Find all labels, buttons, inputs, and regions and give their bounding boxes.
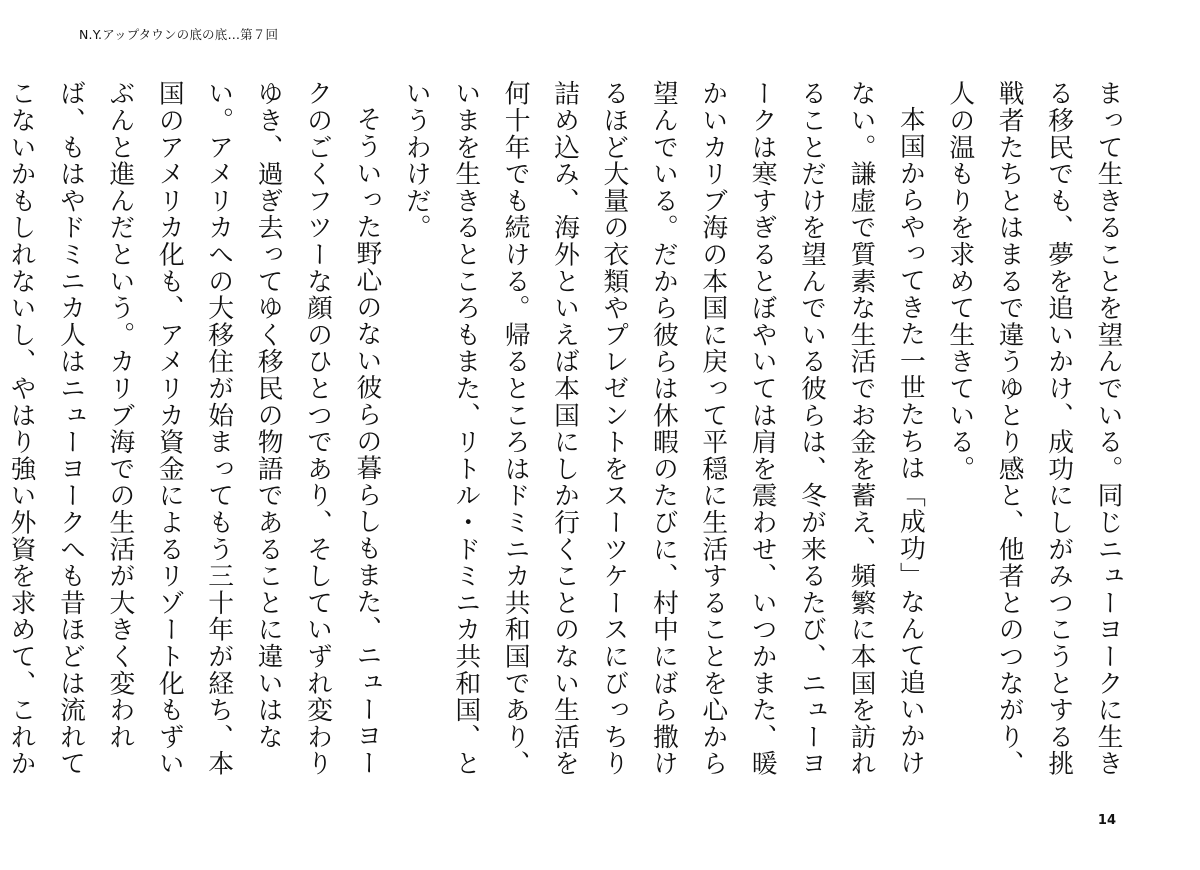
paragraph-continued: まって生きることを望んでいる。同じニューヨークに生きる移民でも、夢を追いかけ、成功にしがみつこうとする挑戦者たちとはまるで違うゆとり感と、他者とのつながり、人の温もりを求めて生きている。 bbox=[944, 80, 1123, 777]
running-header-title: N.Y.アップタウンの底の底…第７回 bbox=[79, 27, 279, 42]
page-number: 14 bbox=[1097, 813, 1116, 828]
paragraph: そういった野心のない彼らの暮らしもまた、ニューヨークのごくフツーな顔のひとつであり、そしていずれ変わりゆき、過ぎ去ってゆく移民の物語であることに違いはない。アメリカへの大移住が始まってもう三十年が経ち、本国のアメリカ化も、アメリカ資金によるリゾート化もずいぶんと進んだという。カリブ海での生活が大きく変われば、もはやドミニカ人はニューヨークへも昔ほどは流れてこないかもしれないし、やはり強い外資を求めて、これか bbox=[6, 80, 382, 777]
vertical-body-text bbox=[0, 80, 1132, 800]
paragraph: 本国からやってきた一世たちは「成功」なんて追いかけない。謙虚で質素な生活でお金を蓄え、頻繁に本国を訪れることだけを望んでいる彼らは、冬が来るたび、ニューヨークは寒すぎるとぼやいては肩を震わせ、いつかまた、暖かいカリブ海の本国に戻って平穏に生活することを心から望んでいる。だから彼らは休暇のたびに、村中にばら撒けるほど大量の衣類やプレゼントをスーツケースにびっちり詰め込み、海外といえば本国にしか行くことのない生活を何十年でも続ける。帰るところはドミニカ共和国であり、いまを生きるところもまた、リトル・ドミニカ共和国、というわけだ。 bbox=[401, 80, 926, 777]
